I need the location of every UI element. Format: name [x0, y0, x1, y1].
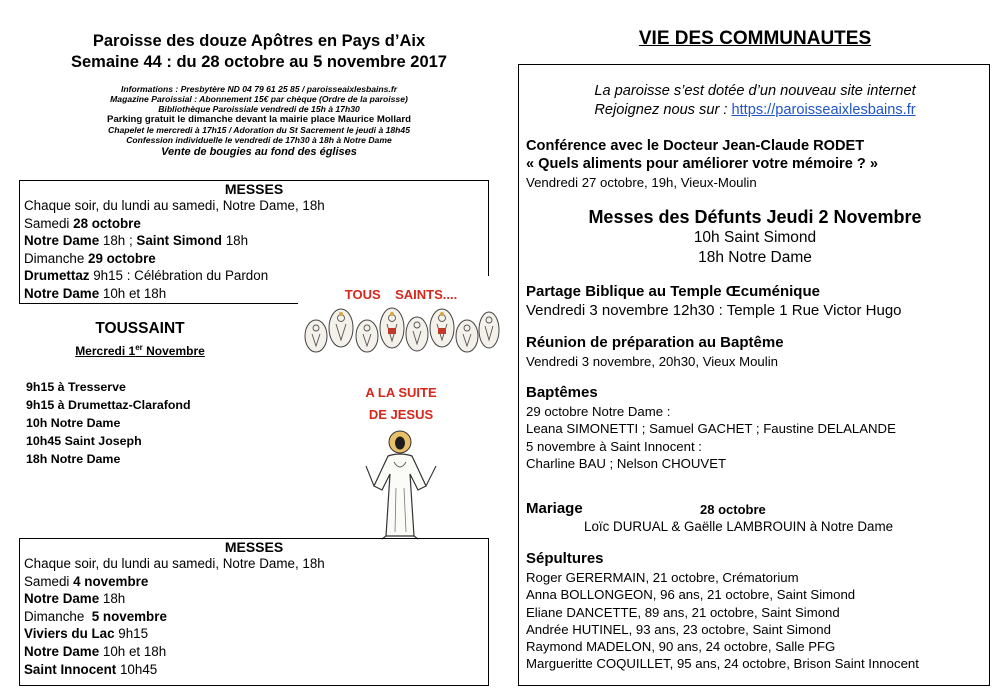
parking-line: Parking gratuit le dimanche devant la mairie place Maurice Mollard [107, 113, 411, 125]
funeral-line: Raymond MADELON, 90 ans, 24 octobre, Salle PFG [526, 639, 836, 655]
baptism-line: Charline BAU ; Nelson CHOUVET [526, 455, 727, 471]
candles-line: Vente de bougies au fond des églises [161, 146, 357, 159]
all-saints-illustration [298, 276, 504, 542]
funeral-line: Andrée HUTINEL, 93 ans, 23 octobre, Saint Simond [526, 621, 831, 637]
mass-line: Dimanche 5 novembre [24, 608, 167, 624]
defunts-mass: 18h Notre Dame [698, 249, 812, 266]
toussaint-title: TOUSSAINT [95, 320, 185, 337]
wedding-names: Loïc DURUAL & Gaëlle LAMBROUIN à Notre Dame [584, 519, 894, 534]
info-line: Informations : Presbytère ND 04 79 61 25 85 / paroisseaixlesbains.fr [120, 84, 398, 94]
defunts-mass: 10h Saint Simond [693, 229, 817, 246]
jesus-figure-icon [348, 428, 458, 540]
funeral-line: Anna BOLLONGEON, 96 ans, 21 octobre, Saint Simond [526, 587, 856, 603]
mass-line: Viviers du Lac 9h15 [24, 626, 149, 642]
funeral-line: Eliane DANCETTE, 89 ans, 21 octobre, Saint Simond [526, 604, 840, 620]
masses-box-week2 [19, 538, 489, 686]
toussaint-item: 18h Notre Dame [26, 452, 121, 466]
toussaint-item: 9h15 à Drumettaz-Clarafond [26, 398, 191, 412]
baptism-prep-title: Réunion de préparation au Baptême [526, 334, 784, 351]
wedding-date: 28 octobre [700, 502, 766, 517]
website-line: Rejoignez nous sur : https://paroisseaixlesbains.fr [594, 102, 916, 118]
illustration-caption-bot: DE JESUS [368, 407, 434, 422]
masses-title: MESSES [224, 539, 284, 555]
mass-line: Notre Dame 18h ; Saint Simond 18h [24, 233, 249, 249]
mass-line: Dimanche 29 octobre [24, 250, 156, 266]
mass-line: Notre Dame 10h et 18h [24, 643, 167, 659]
conference-subtitle: « Quels aliments pour améliorer votre mémoire ? » [526, 156, 878, 172]
illustration-caption-top: TOUS SAINTS.... [344, 287, 458, 302]
info-line: Chapelet le mercredi à 17h15 / Adoration du St Sacrement le jeudi à 18h45 [107, 124, 410, 135]
mass-line: Chaque soir, du lundi au samedi, Notre Dame, 18h [24, 556, 325, 571]
mass-line: Notre Dame 18h [24, 591, 126, 607]
toussaint-item: 9h15 à Tresserve [26, 380, 126, 394]
toussaint-date: Mercredi 1er Novembre [75, 343, 205, 358]
mass-line: Samedi 28 octobre [24, 215, 141, 231]
mass-line: Saint Innocent 10h45 [24, 661, 158, 677]
mass-line: Drumettaz 9h15 : Célébration du Pardon [24, 268, 269, 284]
defunts-title: Messes des Défunts Jeudi 2 Novembre [588, 207, 922, 227]
funeral-line: Roger GERERMAIN, 21 octobre, Crématorium [526, 570, 799, 585]
mass-line: Samedi 4 novembre [24, 573, 149, 589]
saints-row-icon [304, 306, 500, 362]
bible-sharing-details: Vendredi 3 novembre 12h30 : Temple 1 Rue Victor Hugo [526, 302, 902, 319]
mass-line: Chaque soir, du lundi au samedi, Notre Dame, 18h [24, 198, 325, 213]
mass-line: Notre Dame 10h et 18h [24, 285, 167, 301]
community-life-title: VIE DES COMMUNAUTES [638, 28, 872, 49]
conference-title: Conférence avec le Docteur Jean-Claude RODET [526, 138, 865, 154]
masses-title: MESSES [224, 181, 284, 197]
info-line: Magazine Paroissial : Abonnement 15€ par chèque (Ordre de la paroisse) [110, 94, 408, 105]
conference-date: Vendredi 27 octobre, 19h, Vieux-Moulin [526, 175, 757, 190]
website-link[interactable]: https://paroisseaixlesbains.fr [731, 102, 916, 118]
illustration-caption-mid: A LA SUITE [365, 385, 437, 400]
info-line: Confession individuelle le vendredi de 17h30 à 18h à Notre Dame [126, 135, 392, 146]
baptisms-title: Baptêmes [526, 384, 598, 401]
baptism-prep-details: Vendredi 3 novembre, 20h30, Vieux Moulin [526, 354, 778, 369]
funerals-title: Sépultures [526, 550, 604, 567]
baptisms-list [526, 403, 896, 472]
bible-sharing-title: Partage Biblique au Temple Œcuménique [526, 283, 820, 300]
baptism-line: 29 octobre Notre Dame : [526, 404, 671, 419]
funerals-list [526, 569, 919, 673]
funeral-line: Margueritte COQUILLET, 95 ans, 24 octobre, Brison Saint Innocent [526, 656, 919, 672]
website-line: La paroisse s’est dotée d’un nouveau site internet [594, 83, 916, 99]
toussaint-item: 10h45 Saint Joseph [26, 434, 142, 448]
parish-header [20, 31, 498, 73]
website-notice [520, 82, 990, 120]
parish-name: Paroisse des douze Apôtres en Pays d’Aix [92, 32, 426, 50]
wedding-title: Mariage [526, 500, 583, 517]
parish-info [20, 84, 498, 159]
week-line: Semaine 44 : du 28 octobre au 5 novembre 2017 [71, 53, 447, 71]
baptism-line: Leana SIMONETTI ; Samuel GACHET ; Faustine DELALANDE [526, 421, 896, 437]
baptism-line: 5 novembre à Saint Innocent : [526, 438, 702, 454]
toussaint-schedule [26, 378, 191, 468]
info-line: Bibliothèque Paroissiale vendredi de 15h à 17h30 [158, 104, 360, 115]
toussaint-item: 10h Notre Dame [26, 416, 121, 430]
